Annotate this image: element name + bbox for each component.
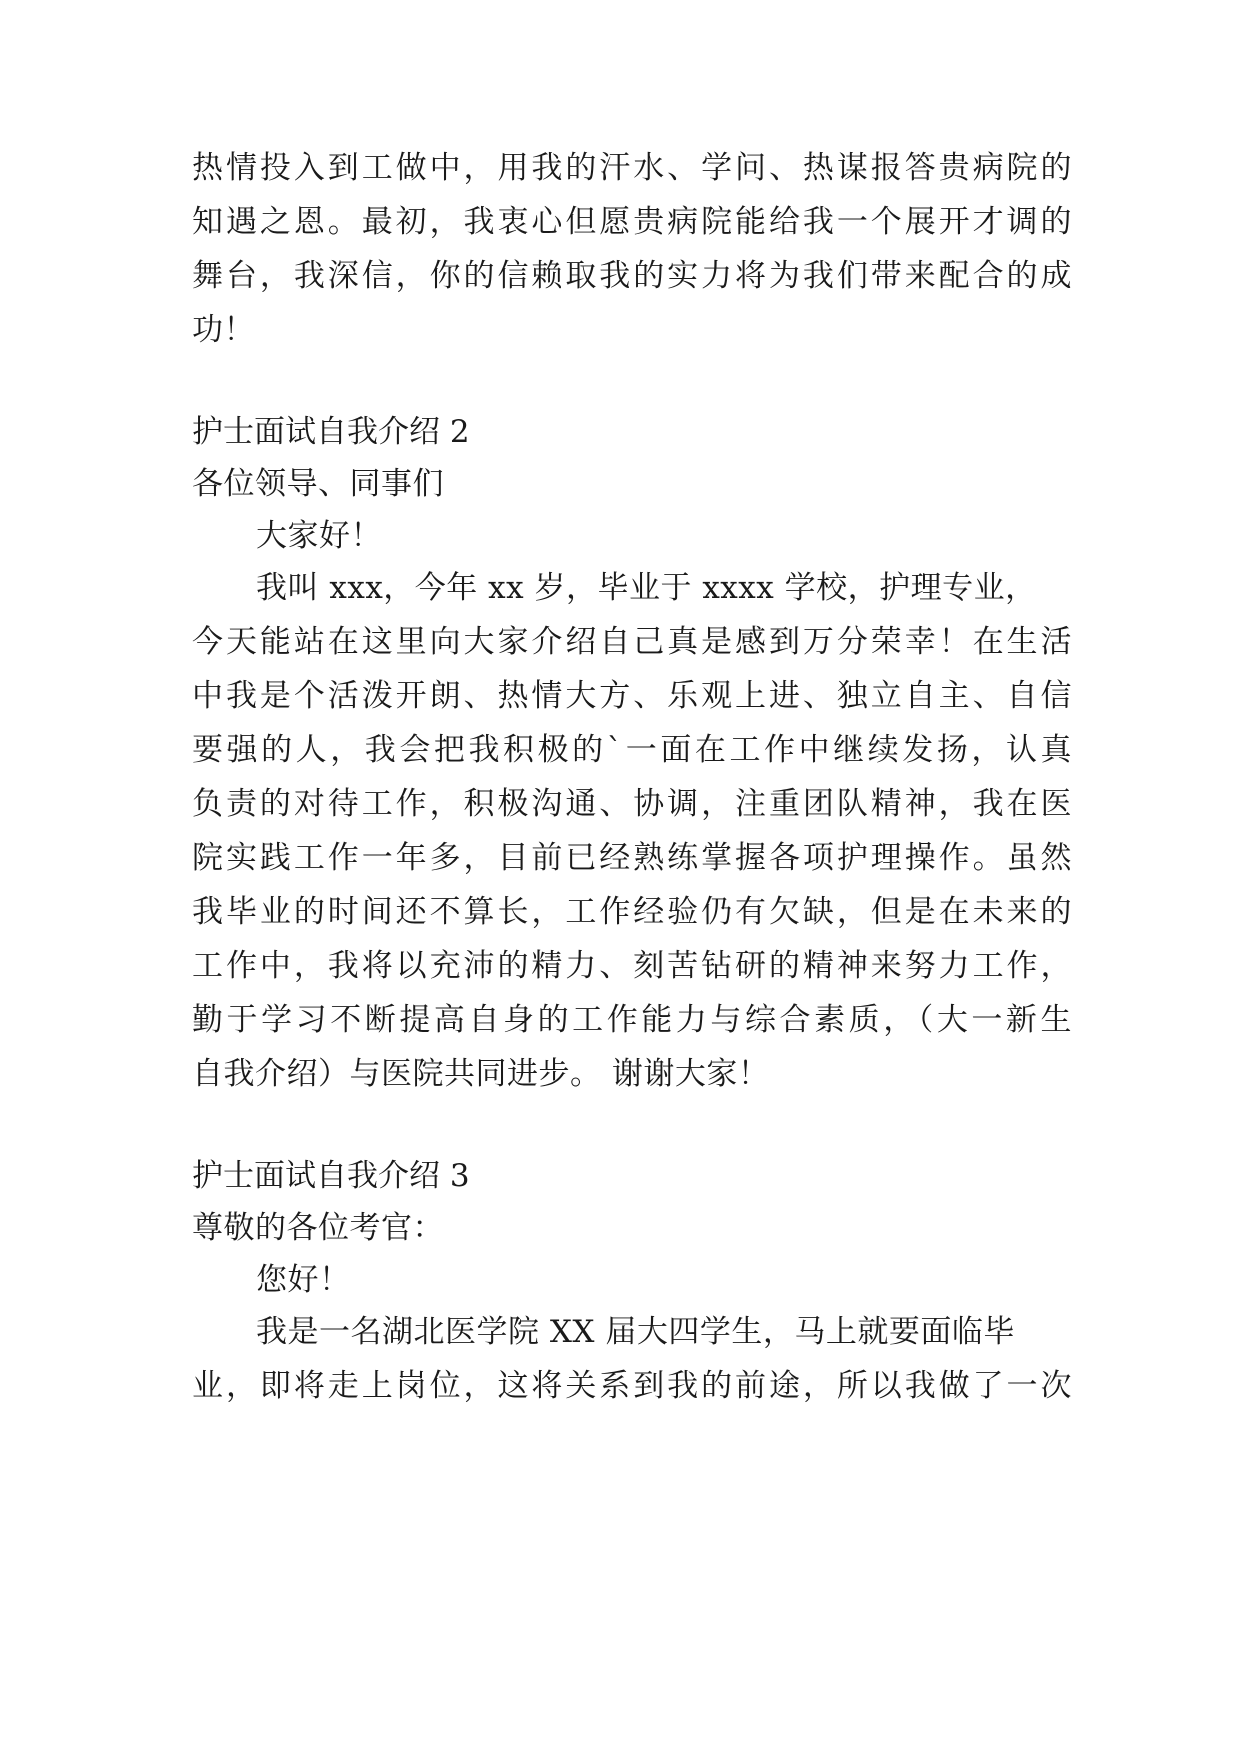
paragraph-line: 知遇之恩。最初，我衷心但愿贵病院能给我一个展开才调的 [192, 204, 1072, 240]
paragraph-line: 功！ [192, 312, 255, 348]
section-heading: 护士面试自我介绍 3 [192, 1158, 470, 1194]
paragraph-line: 工作中，我将以充沛的精力、刻苦钻研的精神来努力工作， [192, 948, 1072, 984]
paragraph-line: 我是一名湖北医学院 XX 届大四学生，马上就要面临毕 [256, 1314, 1015, 1350]
paragraph-line: 勤于学习不断提高自身的工作能力与综合素质，（大一新生 [192, 1002, 1072, 1038]
salutation: 尊敬的各位考官： [192, 1210, 444, 1246]
greeting: 大家好！ [256, 518, 382, 554]
paragraph-line: 负责的对待工作，积极沟通、协调，注重团队精神，我在医 [192, 786, 1072, 822]
paragraph-line: 今天能站在这里向大家介绍自己真是感到万分荣幸！在生活 [192, 624, 1072, 660]
greeting: 您好！ [256, 1262, 351, 1298]
section-heading: 护士面试自我介绍 2 [192, 414, 470, 450]
paragraph-line: 我叫 xxx，今年 xx 岁，毕业于 xxxx 学校，护理专业， [256, 570, 1037, 606]
paragraph-line: 我毕业的时间还不算长，工作经验仍有欠缺，但是在未来的 [192, 894, 1072, 930]
paragraph-line: 自我介绍）与医院共同进步。 谢谢大家！ [192, 1056, 770, 1092]
paragraph-line: 院实践工作一年多，目前已经熟练掌握各项护理操作。虽然 [192, 840, 1072, 876]
paragraph-line: 中我是个活泼开朗、热情大方、乐观上进、独立自主、自信 [192, 678, 1072, 714]
paragraph-line: 要强的人，我会把我积极的`一面在工作中继续发扬，认真 [192, 732, 1072, 768]
paragraph-line: 热情投入到工做中，用我的汗水、学问、热谋报答贵病院的 [192, 150, 1072, 186]
salutation: 各位领导、同事们 [192, 466, 444, 502]
paragraph-line: 舞台，我深信，你的信赖取我的实力将为我们带来配合的成 [192, 258, 1072, 294]
paragraph-line: 业，即将走上岗位，这将关系到我的前途，所以我做了一次 [192, 1368, 1072, 1404]
